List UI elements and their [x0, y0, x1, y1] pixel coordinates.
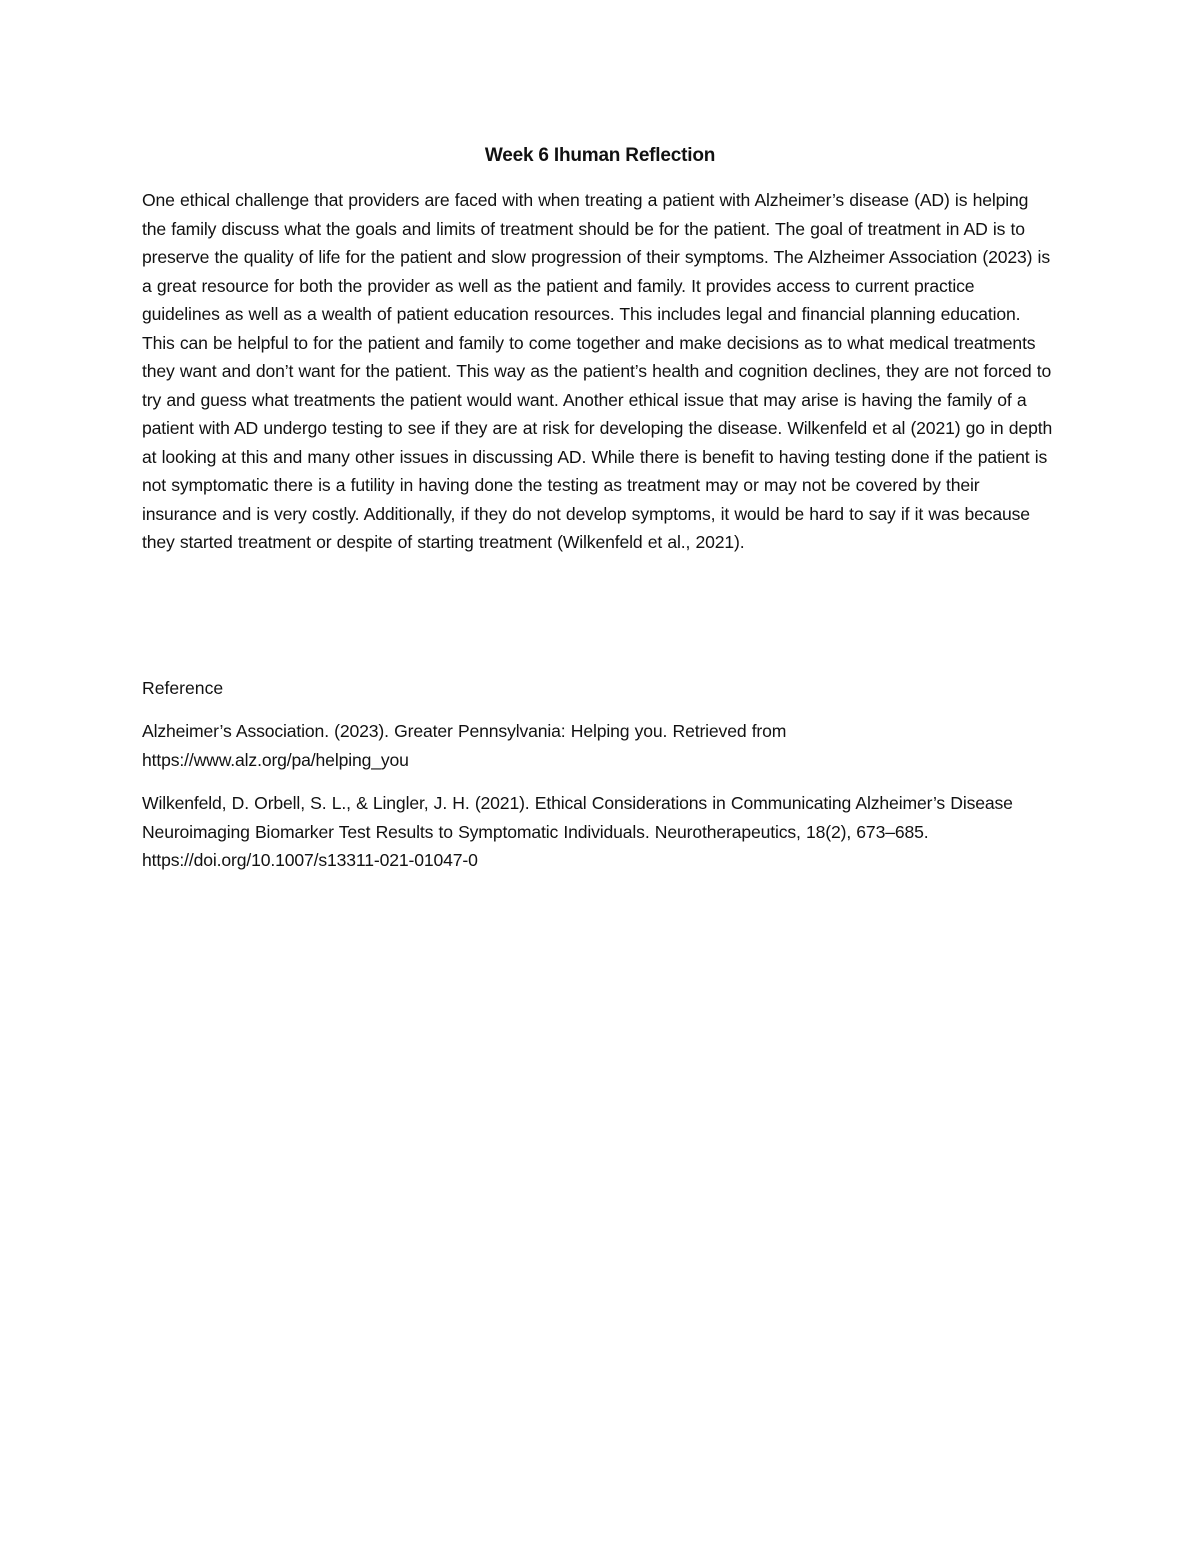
reference-entry-wilkenfeld: Wilkenfeld, D. Orbell, S. L., & Lingler, J. H. (2021). Ethical Considerations in Communicating Alzheimer’s Disease Neuroimaging Biomarker Test Results to Symptomatic Individuals. Neurotherapeutics, 18(2), 673–685. https://doi.org/10.1007/s13311-021-01047-0	[142, 793, 1013, 870]
reference-heading: Reference	[142, 678, 224, 698]
body-paragraph: One ethical challenge that providers are faced with when treating a patient with Alzheimer’s disease (AD) is helping the family discuss what the goals and limits of treatment should be for the patient. The goal of treatment in AD is to preserve the quality of life for the patient and slow progression of their symptoms. The Alzheimer Association (2023) is a great resource for both the provider as well as the patient and family. It provides access to current practice guidelines as well as a wealth of patient education resources. This includes legal and financial planning education. This can be helpful to for the patient and family to come together and make decisions as to what medical treatments they want and don’t want for the patient. This way as the patient’s health and cognition declines, they are not forced to try and guess what treatments the patient would want. Another ethical issue that may arise is having the family of a patient with AD undergo testing to see if they are at risk for developing the disease. Wilkenfeld et al (2021) go in depth at looking at this and many other issues in discussing AD. While there is benefit to having testing done if the patient is not symptomatic there is a futility in having done the testing as treatment may or may not be covered by their insurance and is very costly. Additionally, if they do not develop symptoms, it would be hard to say if it was because they started treatment or despite of starting treatment (Wilkenfeld et al., 2021).	[142, 190, 1053, 552]
document-title: Week 6 Ihuman Reflection	[484, 145, 716, 166]
reference-entry-alzheimers-association: Alzheimer’s Association. (2023). Greater Pennsylvania: Helping you. Retrieved from https://www.alz.org/pa/helping_you	[142, 721, 787, 770]
